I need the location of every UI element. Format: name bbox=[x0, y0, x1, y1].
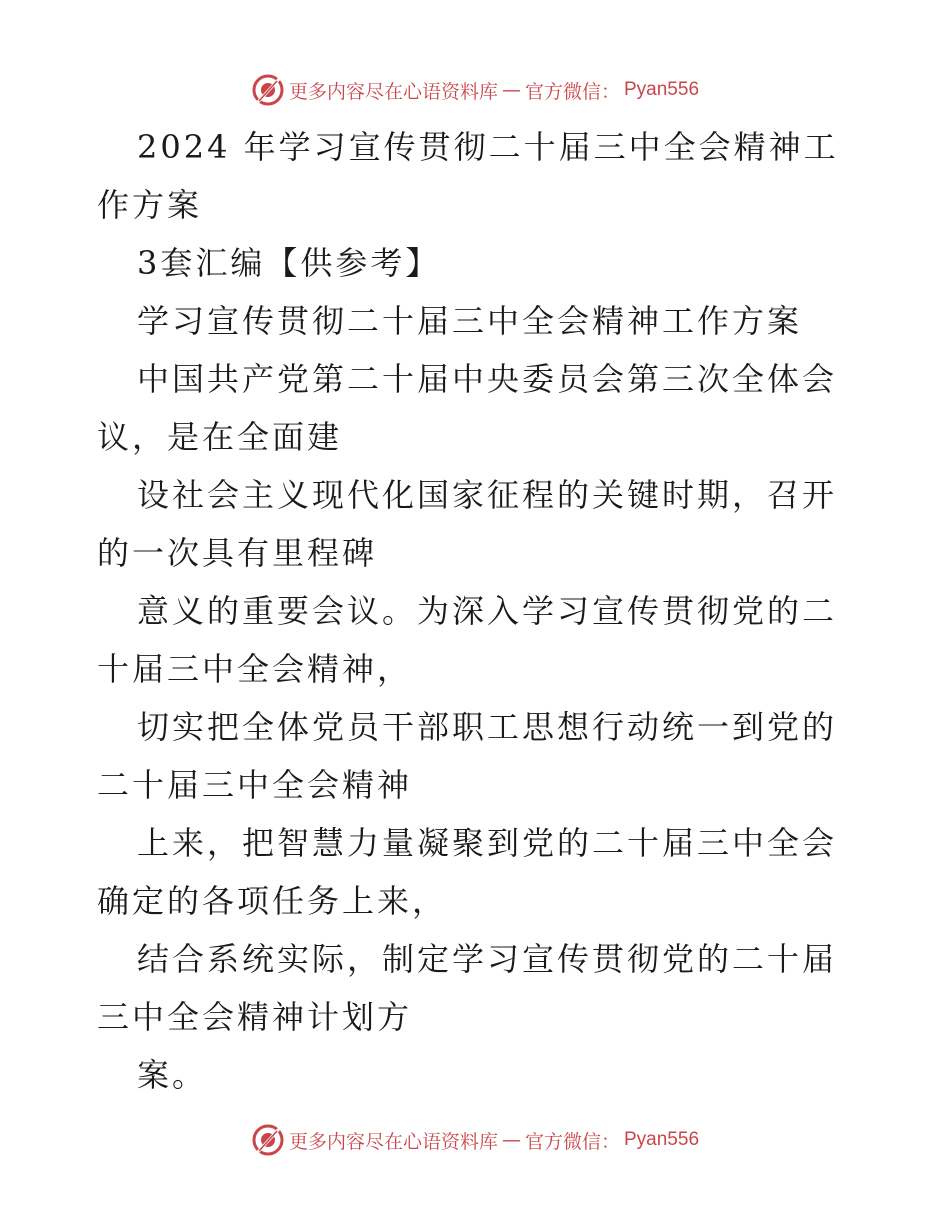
watermark-contact-id: Pyan556 bbox=[624, 79, 700, 100]
watermark-contact-label: 官方微信： bbox=[524, 1130, 620, 1153]
quill-circle-icon bbox=[251, 73, 285, 107]
paragraph bbox=[97, 1046, 857, 1104]
paragraph-first-line: 中国共产党第二十届中央委员会第三次全体会 bbox=[137, 360, 838, 398]
watermark-banner-bottom bbox=[0, 1120, 950, 1160]
paragraph bbox=[97, 930, 857, 1046]
paragraph-continuation: 十届三中全会精神 bbox=[132, 766, 413, 804]
paragraph-first-line: 设社会主义现代化国家征程的关键时期，召开的 bbox=[97, 476, 838, 572]
paragraph bbox=[97, 582, 857, 698]
paragraph bbox=[97, 466, 857, 582]
paragraph-first-line: 意义的重要会议。为深入学习宣传贯彻党的二十 bbox=[97, 592, 838, 688]
watermark-contact-id: Pyan556 bbox=[624, 1129, 700, 1150]
paragraph-first-line: 案。 bbox=[137, 1056, 208, 1094]
paragraph bbox=[97, 814, 857, 930]
paragraph-continuation: 定的各项任务上来， bbox=[132, 882, 448, 920]
paragraph-continuation: 一次具有里程碑 bbox=[132, 534, 378, 572]
document-body bbox=[97, 118, 857, 1104]
title-line-1: 2024 年学习宣传贯彻二十届三中全会精神工作 bbox=[97, 128, 839, 224]
watermark-text: 更多内容尽在心语资料库 bbox=[288, 1130, 498, 1153]
document-heading: 学习宣传贯彻二十届三中全会精神工作方案 bbox=[137, 302, 803, 340]
quill-circle-icon bbox=[251, 1123, 285, 1157]
document-subtitle: 3套汇编【供参考】 bbox=[137, 244, 441, 282]
paragraph-continuation: 届三中全会精神， bbox=[132, 650, 413, 688]
watermark-contact-label: 官方微信： bbox=[524, 80, 620, 103]
watermark-banner-top bbox=[0, 70, 950, 110]
paragraph-first-line: 上来，把智慧力量凝聚到党的二十届三中全会确 bbox=[97, 824, 838, 920]
paragraph bbox=[97, 350, 857, 466]
watermark-separator: — bbox=[501, 79, 521, 101]
watermark-separator: — bbox=[501, 1129, 521, 1151]
paragraph-first-line: 切实把全体党员干部职工思想行动统一到党的二 bbox=[97, 708, 838, 804]
paragraph bbox=[97, 698, 857, 814]
paragraph-first-line: 结合系统实际，制定学习宣传贯彻党的二十届三 bbox=[97, 940, 838, 1036]
watermark-text: 更多内容尽在心语资料库 bbox=[288, 80, 498, 103]
document-title bbox=[97, 118, 857, 234]
title-line-2: 方案 bbox=[132, 186, 203, 224]
paragraph-continuation: 议，是在全面建 bbox=[97, 418, 343, 456]
paragraph-continuation: 中全会精神计划方 bbox=[132, 998, 413, 1036]
